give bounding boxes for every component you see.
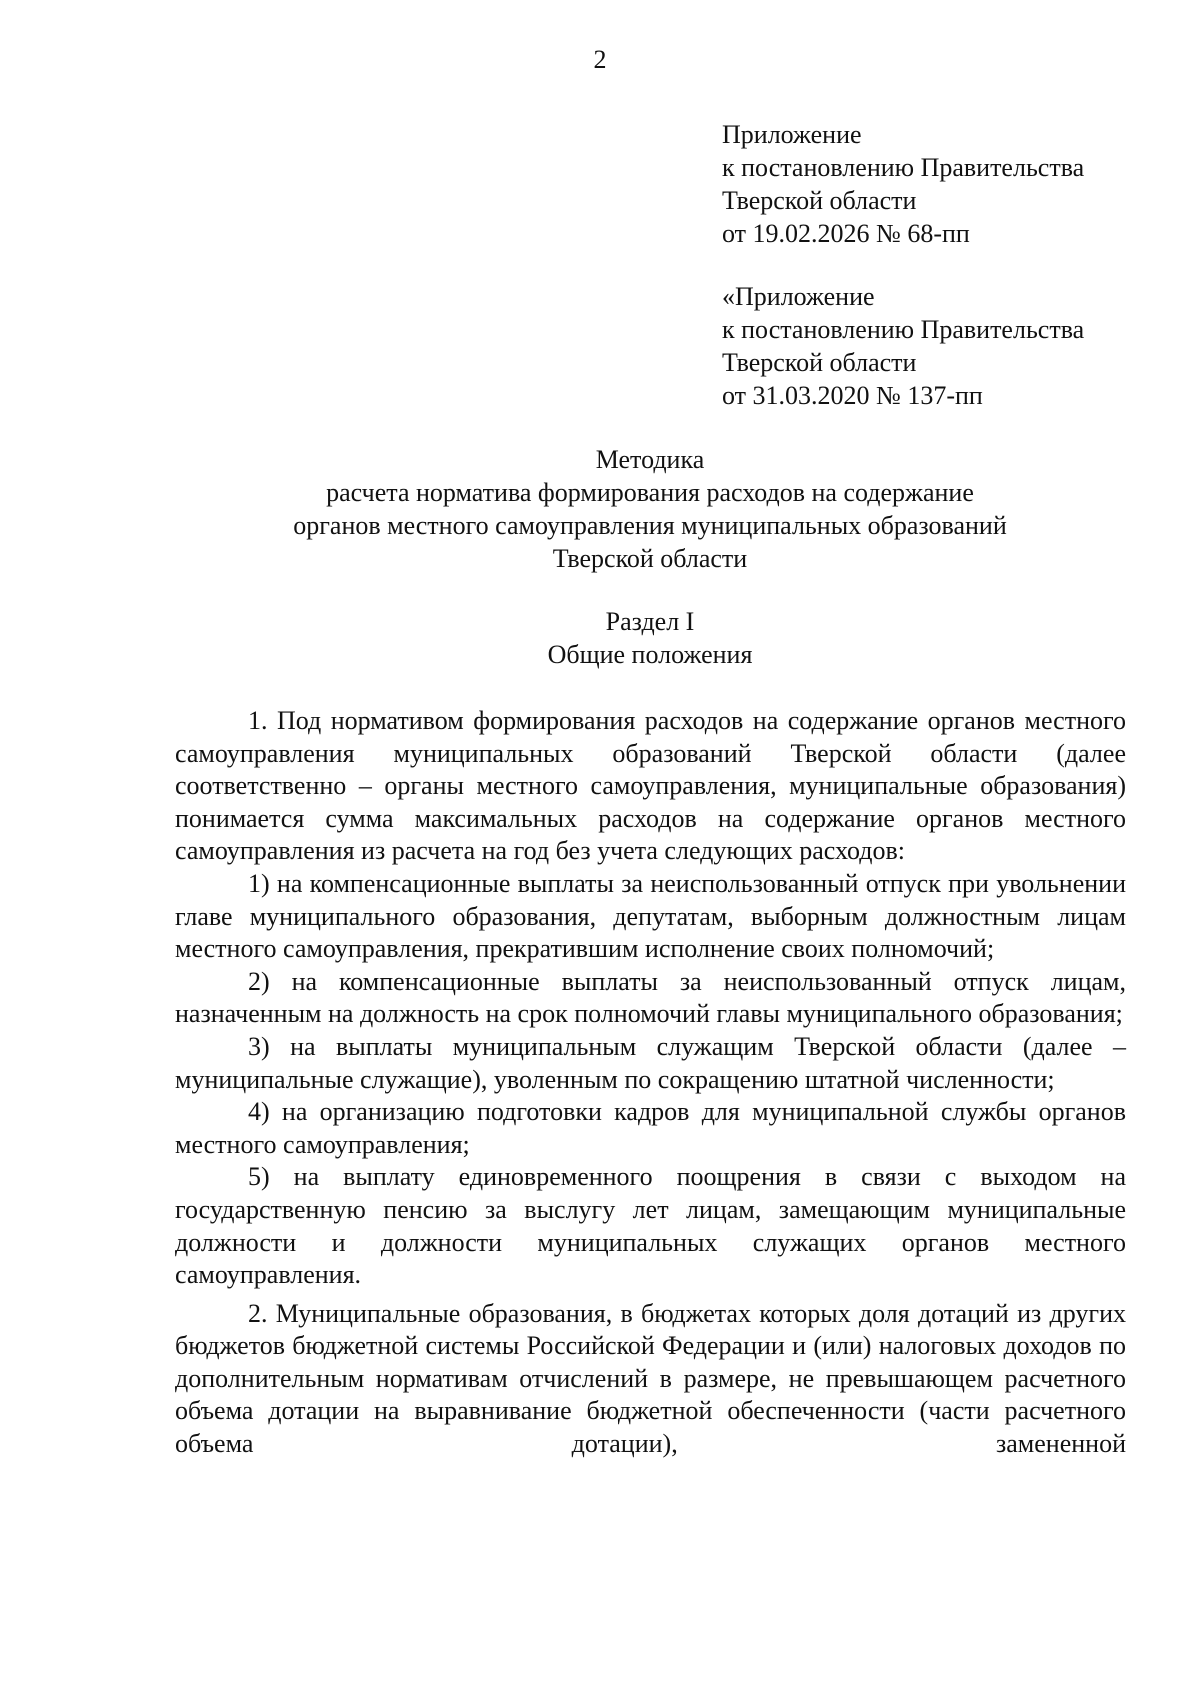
paragraph: 1. Под нормативом формирования расходов на содержание органов местного самоуправления муниципальных образований Тверской области (далее соответственно – органы местного самоуправления, муниципальные образования) понимается сумма максимальных расходов на содержание органов местного самоуправления из расчета на год без учета следующих расходов: xyxy=(175,706,1126,866)
appendix-line: к постановлению Правительства xyxy=(722,153,1085,182)
section-number: Раздел I xyxy=(605,607,695,636)
document-body xyxy=(175,705,1126,1461)
appendix-line: «Приложение xyxy=(722,282,875,311)
paragraph: 4) на организацию подготовки кадров для муниципальной службы органов местного самоуправления; xyxy=(175,1097,1126,1159)
section-heading xyxy=(170,605,1130,671)
appendix-line: к постановлению Правительства xyxy=(722,315,1085,344)
title-line: Методика xyxy=(595,445,705,474)
paragraph: 2) на компенсационные выплаты за неиспользованный отпуск лицам, назначенным на должность на срок полномочий главы муниципального образования; xyxy=(175,966,1126,1029)
appendix-line: от 19.02.2026 № 68-пп xyxy=(722,219,970,248)
appendix-stamp-original xyxy=(722,280,1162,412)
appendix-line: от 31.03.2020 № 137-пп xyxy=(722,381,983,410)
title-line: органов местного самоуправления муниципальных образований xyxy=(293,511,1007,540)
page-number: 2 xyxy=(593,45,607,74)
document-title xyxy=(170,443,1130,575)
title-line: расчета норматива формирования расходов на содержание xyxy=(326,478,974,507)
appendix-line: Приложение xyxy=(722,120,862,149)
appendix-line: Тверской области xyxy=(722,348,917,377)
appendix-line: Тверской области xyxy=(722,186,917,215)
title-line: Тверской области xyxy=(552,544,748,573)
paragraph: 3) на выплаты муниципальным служащим Тверской области (далее – муниципальные служащие), уволенным по сокращению штатной численности; xyxy=(175,1031,1126,1094)
section-name: Общие положения xyxy=(547,640,753,669)
paragraph: 1) на компенсационные выплаты за неиспользованный отпуск при увольнении главе муниципального образования, депутатам, выборным должностным лицам местного самоуправления, прекратившим исполнение своих полномочий; xyxy=(175,868,1126,964)
paragraph: 5) на выплату единовременного поощрения в связи с выходом на государственную пенсию за выслугу лет лицам, замещающим муниципальные должности и должности муниципальных служащих органов местного самоуправления. xyxy=(175,1162,1126,1290)
paragraph: 2. Муниципальные образования, в бюджетах которых доля дотаций из других бюджетов бюджетной системы Российской Федерации и (или) налоговых доходов по дополнительным нормативам отчислений в размере, не превышающем расчетного объема дотации на выравнивание бюджетной обеспеченности (части расчетного объема дотации), замененной xyxy=(175,1298,1126,1459)
appendix-stamp-current xyxy=(722,118,1162,250)
